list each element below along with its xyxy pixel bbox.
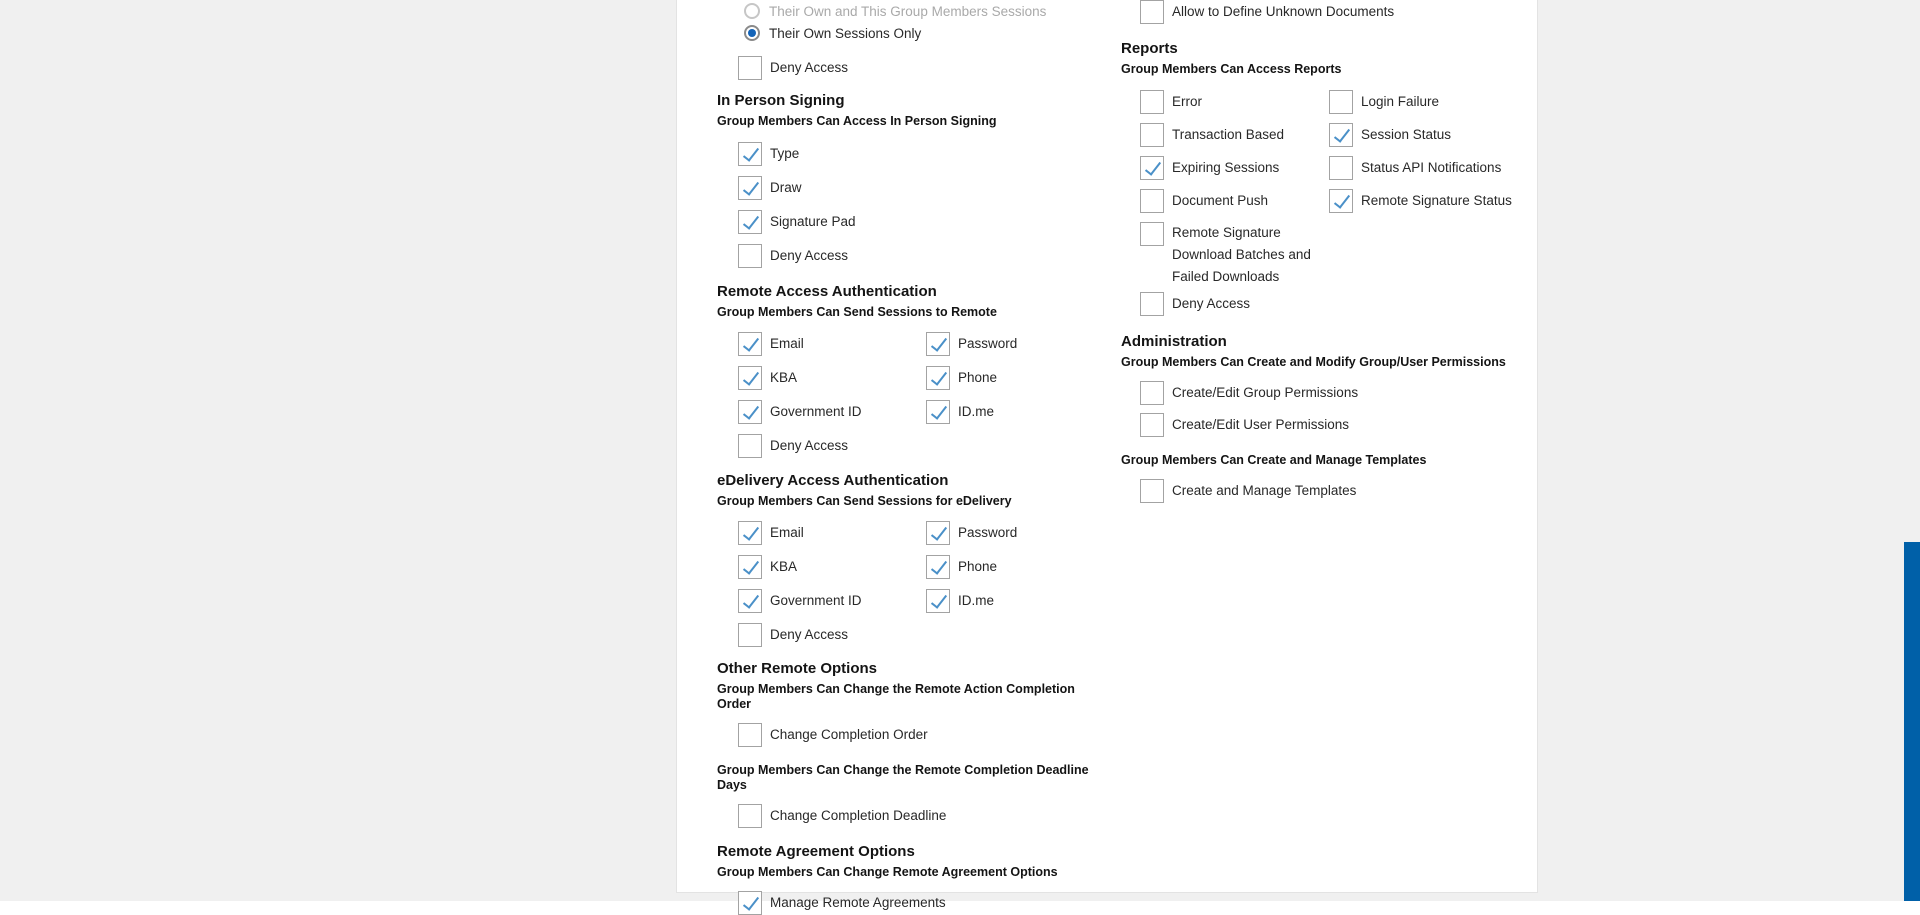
section-subtitle-manage-templates: Group Members Can Create and Manage Templates bbox=[1121, 453, 1427, 467]
checkbox-icon[interactable] bbox=[738, 332, 762, 356]
checkbox-label: Change Completion Deadline bbox=[770, 808, 947, 823]
checkbox-icon[interactable] bbox=[738, 804, 762, 828]
checkbox-edelivery-kba[interactable] bbox=[738, 555, 926, 579]
checkbox-deny-access-remote[interactable] bbox=[717, 434, 1107, 458]
section-subtitle-remote-access-auth: Group Members Can Send Sessions to Remote bbox=[717, 305, 997, 319]
checkbox-icon[interactable] bbox=[1329, 90, 1353, 114]
checkbox-manage-remote-agreements[interactable] bbox=[717, 891, 1107, 915]
checkbox-type[interactable] bbox=[717, 142, 1107, 166]
checkbox-label: Expiring Sessions bbox=[1172, 160, 1280, 175]
section-subtitle-edelivery-auth: Group Members Can Send Sessions for eDelivery bbox=[717, 494, 1012, 508]
checkbox-edelivery-government-id[interactable] bbox=[738, 589, 926, 613]
checkbox-label: ID.me bbox=[958, 593, 995, 608]
radio-icon[interactable] bbox=[744, 3, 760, 19]
checkbox-draw[interactable] bbox=[717, 176, 1107, 200]
checkbox-icon[interactable] bbox=[1140, 479, 1164, 503]
checkbox-label: Phone bbox=[958, 559, 998, 574]
checkbox-signature-pad[interactable] bbox=[717, 210, 1107, 234]
checkbox-icon[interactable] bbox=[1140, 156, 1164, 180]
checkbox-icon[interactable] bbox=[1140, 292, 1164, 316]
checkbox-icon[interactable] bbox=[738, 589, 762, 613]
checkbox-label: Error bbox=[1172, 94, 1202, 109]
checkbox-icon[interactable] bbox=[926, 366, 950, 390]
checkbox-report-session-status[interactable] bbox=[1329, 123, 1451, 147]
checkbox-icon[interactable] bbox=[738, 434, 762, 458]
checkbox-label: Allow to Define Unknown Documents bbox=[1172, 4, 1395, 19]
checkbox-label: Email bbox=[770, 336, 804, 351]
checkbox-icon[interactable] bbox=[738, 210, 762, 234]
section-title-in-person-signing: In Person Signing bbox=[717, 92, 845, 109]
checkbox-deny-access-reports[interactable] bbox=[1121, 292, 1521, 316]
checkbox-icon[interactable] bbox=[738, 723, 762, 747]
checkbox-report-remote-signature-status[interactable] bbox=[1329, 189, 1512, 213]
checkbox-label: ID.me bbox=[958, 404, 995, 419]
checkbox-icon[interactable] bbox=[738, 623, 762, 647]
checkbox-label: Government ID bbox=[770, 404, 862, 419]
checkbox-icon[interactable] bbox=[926, 400, 950, 424]
checkbox-label: Document Push bbox=[1172, 193, 1269, 208]
checkbox-label: Draw bbox=[770, 180, 802, 195]
checkbox-icon[interactable] bbox=[926, 332, 950, 356]
checkbox-report-transaction-based[interactable] bbox=[1140, 123, 1329, 147]
checkbox-remote-government-id[interactable] bbox=[738, 400, 926, 424]
checkbox-icon[interactable] bbox=[1140, 90, 1164, 114]
checkbox-label: Deny Access bbox=[770, 248, 849, 263]
checkbox-icon[interactable] bbox=[738, 521, 762, 545]
checkbox-allow-define-unknown-documents[interactable] bbox=[1121, 0, 1521, 24]
checkbox-report-document-push[interactable] bbox=[1140, 189, 1329, 213]
checkbox-label: Email bbox=[770, 525, 804, 540]
checkbox-report-expiring-sessions[interactable] bbox=[1140, 156, 1329, 180]
radio-label: Their Own Sessions Only bbox=[769, 25, 922, 41]
checkbox-icon[interactable] bbox=[1329, 123, 1353, 147]
checkbox-icon[interactable] bbox=[1329, 189, 1353, 213]
scrollbar-track[interactable] bbox=[1904, 0, 1920, 901]
checkbox-label: Signature Pad bbox=[770, 214, 856, 229]
checkbox-label: Create/Edit User Permissions bbox=[1172, 417, 1350, 432]
section-title-other-remote-options: Other Remote Options bbox=[717, 660, 878, 677]
checkbox-change-completion-order[interactable] bbox=[717, 723, 1107, 747]
section-subtitle-completion-order: Group Members Can Change the Remote Action Completion Order bbox=[717, 682, 1075, 711]
left-column bbox=[717, 0, 1107, 915]
checkbox-icon[interactable] bbox=[1140, 0, 1164, 24]
checkbox-remote-password[interactable] bbox=[926, 332, 1017, 356]
checkbox-label: Change Completion Order bbox=[770, 727, 928, 742]
checkbox-label: KBA bbox=[770, 370, 798, 385]
section-subtitle-reports: Group Members Can Access Reports bbox=[1121, 62, 1342, 76]
section-title-remote-access-auth: Remote Access Authentication bbox=[717, 283, 937, 300]
checkbox-create-edit-user-permissions[interactable] bbox=[1121, 413, 1521, 437]
checkbox-icon[interactable] bbox=[1329, 156, 1353, 180]
checkbox-create-edit-group-permissions[interactable] bbox=[1121, 381, 1521, 405]
checkbox-icon[interactable] bbox=[738, 400, 762, 424]
checkbox-deny-access-sessions[interactable] bbox=[717, 56, 1107, 80]
checkbox-deny-access-in-person[interactable] bbox=[717, 244, 1107, 268]
radio-their-own-and-group-sessions[interactable] bbox=[717, 2, 1107, 20]
checkbox-icon[interactable] bbox=[1140, 222, 1164, 246]
checkbox-change-completion-deadline[interactable] bbox=[717, 804, 1107, 828]
checkbox-icon[interactable] bbox=[926, 589, 950, 613]
checkbox-icon[interactable] bbox=[926, 555, 950, 579]
section-subtitle-group-user-permissions: Group Members Can Create and Modify Group/User Permissions bbox=[1121, 355, 1506, 369]
checkbox-icon[interactable] bbox=[738, 56, 762, 80]
section-title-reports: Reports bbox=[1121, 40, 1178, 57]
checkbox-remote-idme[interactable] bbox=[926, 400, 994, 424]
checkbox-remote-phone[interactable] bbox=[926, 366, 997, 390]
checkbox-edelivery-email[interactable] bbox=[738, 521, 926, 545]
checkbox-label: Login Failure bbox=[1361, 94, 1440, 109]
checkbox-icon[interactable] bbox=[738, 176, 762, 200]
section-subtitle-in-person-signing: Group Members Can Access In Person Signing bbox=[717, 114, 997, 128]
section-title-administration: Administration bbox=[1121, 333, 1227, 350]
radio-label: Their Own and This Group Members Sessions bbox=[769, 3, 1047, 19]
checkbox-icon[interactable] bbox=[738, 244, 762, 268]
checkbox-label: Manage Remote Agreements bbox=[770, 895, 946, 910]
radio-icon[interactable] bbox=[744, 25, 760, 41]
checkbox-icon[interactable] bbox=[1140, 413, 1164, 437]
checkbox-label: Session Status bbox=[1361, 127, 1452, 142]
checkbox-label: Remote Signature Status bbox=[1361, 193, 1512, 208]
checkbox-label: Deny Access bbox=[1172, 296, 1251, 311]
checkbox-label: Status API Notifications bbox=[1361, 160, 1502, 175]
checkbox-icon[interactable] bbox=[1140, 189, 1164, 213]
checkbox-deny-access-edelivery[interactable] bbox=[717, 623, 1107, 647]
checkbox-icon[interactable] bbox=[738, 366, 762, 390]
checkbox-create-and-manage-templates[interactable] bbox=[1121, 479, 1521, 503]
checkbox-label: Create/Edit Group Permissions bbox=[1172, 385, 1359, 400]
checkbox-remote-email[interactable] bbox=[738, 332, 926, 356]
checkbox-report-error[interactable] bbox=[1140, 90, 1329, 114]
checkbox-label: Government ID bbox=[770, 593, 862, 608]
checkbox-report-status-api-notifications[interactable] bbox=[1329, 156, 1501, 180]
checkbox-label: Deny Access bbox=[770, 438, 849, 453]
checkbox-icon[interactable] bbox=[738, 555, 762, 579]
checkbox-label: Phone bbox=[958, 370, 998, 385]
checkbox-label: Create and Manage Templates bbox=[1172, 483, 1357, 498]
checkbox-edelivery-idme[interactable] bbox=[926, 589, 994, 613]
checkbox-icon[interactable] bbox=[926, 521, 950, 545]
checkbox-label: Remote Signature Download Batches and Failed Downloads bbox=[1172, 225, 1311, 284]
checkbox-edelivery-phone[interactable] bbox=[926, 555, 997, 579]
checkbox-label: Password bbox=[958, 525, 1018, 540]
checkbox-label: Deny Access bbox=[770, 627, 849, 642]
checkbox-icon[interactable] bbox=[1140, 381, 1164, 405]
checkbox-label: KBA bbox=[770, 559, 798, 574]
checkbox-remote-kba[interactable] bbox=[738, 366, 926, 390]
checkbox-label: Transaction Based bbox=[1172, 127, 1285, 142]
checkbox-icon[interactable] bbox=[738, 891, 762, 915]
checkbox-report-login-failure[interactable] bbox=[1329, 90, 1439, 114]
permissions-panel bbox=[676, 0, 1538, 910]
checkbox-edelivery-password[interactable] bbox=[926, 521, 1017, 545]
section-title-remote-agreement-options: Remote Agreement Options bbox=[717, 843, 915, 860]
checkbox-icon[interactable] bbox=[738, 142, 762, 166]
checkbox-icon[interactable] bbox=[1140, 123, 1164, 147]
scrollbar-thumb[interactable] bbox=[1904, 542, 1920, 901]
section-subtitle-remote-agreement-options: Group Members Can Change Remote Agreement Options bbox=[717, 865, 1058, 879]
section-title-edelivery-auth: eDelivery Access Authentication bbox=[717, 472, 949, 489]
section-subtitle-completion-deadline: Group Members Can Change the Remote Completion Deadline Days bbox=[717, 763, 1089, 792]
checkbox-label: Type bbox=[770, 146, 800, 161]
right-column bbox=[1121, 0, 1521, 503]
radio-their-own-sessions-only[interactable] bbox=[717, 24, 1107, 42]
checkbox-label: Deny Access bbox=[770, 60, 849, 75]
checkbox-label: Password bbox=[958, 336, 1018, 351]
checkbox-report-remote-signature-download-batches[interactable] bbox=[1121, 222, 1521, 288]
